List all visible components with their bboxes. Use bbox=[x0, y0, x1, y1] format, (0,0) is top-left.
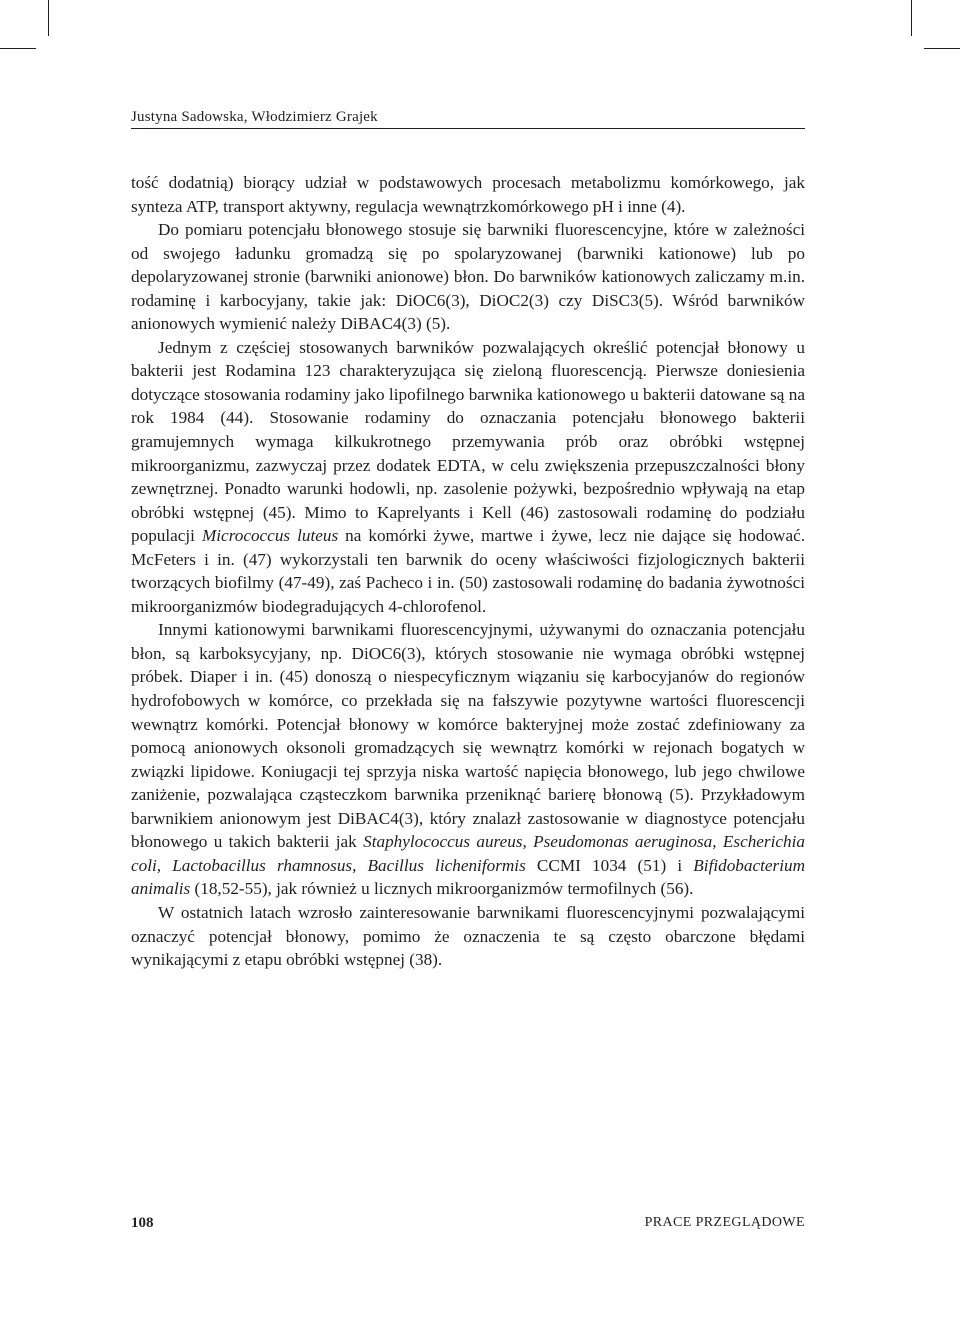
paragraph bbox=[131, 618, 805, 901]
crop-mark bbox=[911, 0, 912, 36]
species-name: Staphylococcus aureus, Pseudomonas aeruginosa, Escherichia coli, Lactobacillus rhamnosus, Bacillus licheniformis bbox=[131, 832, 805, 875]
species-name: Bifidobacterium animalis bbox=[131, 855, 805, 899]
body-text bbox=[131, 171, 805, 972]
paragraph: W ostatnich latach wzrosło zainteresowanie barwnikami fluorescencyjnymi pozwalającymi oznaczyć potencjał błonowy, pomimo że oznaczenia te są często obarczone błędami wynikającymi z etapu obróbki wstępnej (38). bbox=[131, 902, 805, 970]
text-run: Innymi kationowymi barwnikami fluorescencyjnymi, używanymi do oznaczania potencjału błon, są karboksycyjany, np. DiOC6(3), których stosowanie nie wymaga obróbki wstępnej próbek. Diaper i in. (45) donoszą o niespecyficznym wiązaniu się karbocyjanów do regionów hydrofobowych w komórce, co przekłada się na fałszywie pozytywne wartości fluorescencji wewnątrz komórki. Potencjał błonowy w komórce bakteryjnej może zostać zdefiniowany za pomocą anionowych oksonoli gromadzących się wewnątrz komórki w rejonach bogatych w związki lipidowe. Koniugacji tej sprzyja niska wartość napięcia błonowego, lub jego chwilowe zaniżenie, pozwalająca cząsteczkom barwnika przeniknąć barierę błonową (5). Przykładowym barwnikiem anionowym jest DiBAC4(3), który znalazł zastosowanie w diagnostyce potencjału błonowego u takich bakterii jak bbox=[131, 620, 805, 852]
crop-mark bbox=[48, 0, 49, 36]
text-run: Jednym z częściej stosowanych barwników pozwalających określić potencjał błonowy u bakterii jest Rodamina 123 charakteryzująca się zieloną fluorescencją. Pierwsze doniesienia dotyczące stosowania rodaminy jako lipofilnego barwnika kationowego u bakterii datowane są na rok 1984 (44). Stosowanie rodaminy do oznaczania potencjału błonowego bakterii gramujemnych wymaga kilkukrotnego przemywania prób oraz obróbki wstępnej mikroorganizmu, zazwyczaj przez dodatek EDTA, w celu zwiększenia przepuszczalności błony zewnętrznej. Ponadto warunki hodowli, np. zasolenie pożywki, bezpośrednio wpływają na etap obróbki wstępnej (45). Mimo to Kaprelyants i Kell (46) zastosowali rodaminę do podziału populacji bbox=[131, 337, 805, 546]
running-header bbox=[131, 108, 805, 129]
text-run: na komórki żywe, martwe i żywe, lecz nie dające się hodować. McFeters i in. (47) wykorzystali ten barwnik do oceny właściwości fizjologicznych bakterii tworzących biofilmy (47-49), zaś Pacheco i in. (50) zastosowali rodaminę do badania żywotności mikroorganizmów biodegradujących 4-chlorofenol. bbox=[131, 526, 806, 616]
paragraph: Do pomiaru potencjału błonowego stosuje się barwniki fluorescencyjne, które w zależności od swojego ładunku gromadzą się po spolaryzowanej (barwniki kationowe) lub po depolaryzowanej stronie (barwniki anionowe) błon. Do barwników kationowych zaliczamy m.in. rodaminę i karbocyjany, takie jak: DiOC6(3), DiOC2(3) czy DiSC3(5). Wśród barwników anionowych wymienić należy DiBAC4(3) (5). bbox=[131, 220, 805, 334]
crop-mark bbox=[0, 48, 36, 49]
crop-mark bbox=[924, 48, 960, 49]
paragraph bbox=[131, 336, 805, 619]
page-number: 108 bbox=[131, 1215, 154, 1231]
journal-section: PRACE PRZEGLĄDOWE bbox=[644, 1215, 805, 1230]
paragraph: tość dodatnią) biorący udział w podstawowych procesach metabolizmu komórkowego, jak synteza ATP, transport aktywny, regulacja wewnątrzkomórkowego pH i inne (4). bbox=[131, 173, 805, 216]
text-run: (18,52-55), jak również u licznych mikroorganizmów termofilnych (56). bbox=[190, 879, 694, 899]
header-authors: Justyna Sadowska, Włodzimierz Grajek bbox=[131, 109, 378, 125]
text-run: CCMI 1034 (51) i bbox=[525, 855, 694, 875]
species-name: Micrococcus luteus bbox=[201, 526, 339, 546]
